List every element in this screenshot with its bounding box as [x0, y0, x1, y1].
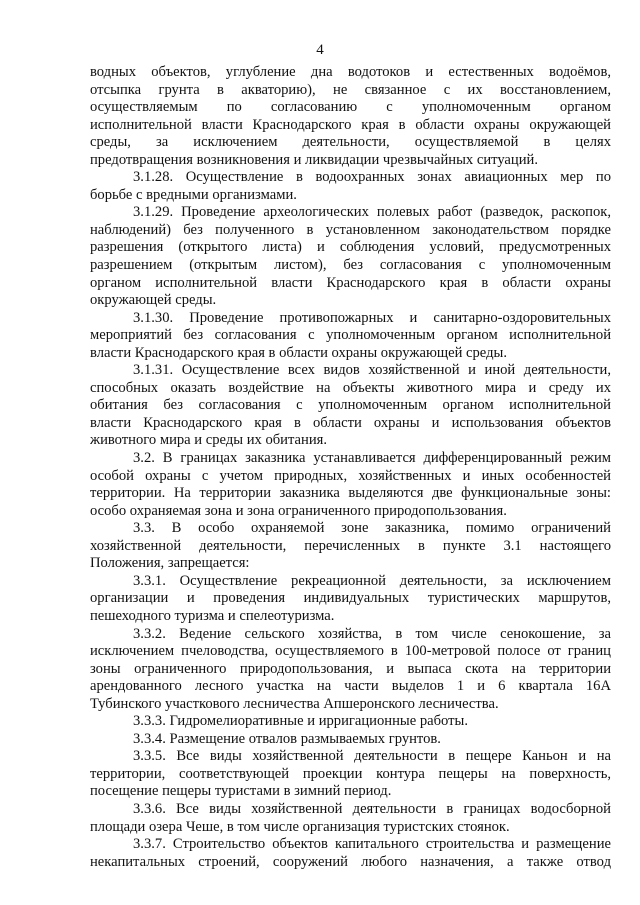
text-line: 3.3.5. Все виды хозяйственной деятельности в пещере Каньон и на — [133, 748, 611, 765]
text-line: наблюдений) без полученного в установленном законодательством порядке — [90, 221, 611, 238]
text-line: окружающей среды. — [90, 292, 217, 309]
text-line: зоны ограниченного природопользования, и выпаса скота на территории — [90, 660, 611, 677]
text-line: 3.1.28. Осуществление в водоохранных зонах авиационных мер по — [133, 169, 611, 186]
text-line: власти Краснодарского края в области охраны окружающей среды. — [90, 344, 507, 361]
page-number: 4 — [316, 42, 324, 58]
text-line: территории, соответствующей проекции контура пещеры на поверхность, — [90, 765, 611, 782]
text-line: отсыпка грунта в акваторию), не связанное с их восстановлением, — [90, 81, 611, 98]
text-line: разрешением (открытым листом), без согласования с уполномоченным — [90, 257, 611, 274]
text-line: 3.2. В границах заказника устанавливается дифференцированный режим — [133, 450, 611, 467]
text-line: исполнительной власти Краснодарского края в области охраны окружающей — [90, 116, 611, 133]
text-line: 3.3.2. Ведение сельского хозяйства, в том числе сенокошение, за — [133, 625, 611, 642]
text-line: водных объектов, углубление дна водотоков и естественных водоёмов, — [90, 64, 611, 80]
text-line: арендованного лесного участка на части выделов 1 и 6 квартала 16А — [90, 678, 611, 695]
text-line: 3.1.31. Осуществление всех видов хозяйственной и иной деятельности, — [133, 362, 611, 379]
text-line: разрешения (открытого листа) и соблюдения условий, предусмотренных — [90, 239, 611, 256]
text-line: 3.1.30. Проведение противопожарных и санитарно-оздоровительных — [133, 309, 611, 326]
text-line: пешеходного туризма и спелеотуризма. — [90, 607, 335, 624]
text-line: некапитальных строений, сооружений любого назначения, а также отвод — [90, 853, 611, 870]
text-line: Тубинского участкового лесничества Апшеронского лесничества. — [90, 695, 499, 712]
text-line: 3.3.1. Осуществление рекреационной деятельности, за исключением — [133, 572, 611, 589]
text-line: обитания без согласования с уполномоченным органом исполнительной — [90, 397, 611, 414]
text-line: 3.3.6. Все виды хозяйственной деятельности в границах водосборной — [133, 800, 611, 817]
text-line: 3.3.7. Строительство объектов капитального строительства и размещение — [133, 836, 611, 853]
text-line: 3.1.29. Проведение археологических полевых работ (разведок, раскопок, — [133, 204, 611, 221]
text-line: органом исполнительной власти Краснодарского края в области охраны — [90, 274, 611, 291]
text-line: 3.3. В особо охраняемой зоне заказника, помимо ограничений — [133, 520, 611, 537]
text-line: 3.3.4. Размещение отвалов размываемых грунтов. — [133, 730, 441, 747]
text-line: борьбе с вредными организмами. — [90, 186, 297, 203]
text-line: способных оказать воздействие на объекты животного мира и среду их — [90, 379, 611, 396]
text-line: особо охраняемая зона и зона ограниченного природопользования. — [90, 502, 507, 519]
text-line: осуществляемым по согласованию с уполномоченным органом — [90, 99, 611, 116]
text-line: Положения, запрещается: — [90, 555, 250, 572]
text-line: территории. На территории заказника выделяются две функциональные зоны: — [90, 485, 611, 502]
text-line: 3.3.3. Гидромелиоративные и ирригационные работы. — [133, 713, 468, 730]
text-line: среды, за исключением деятельности, осуществляемой в целях — [90, 134, 611, 151]
text-line: животного мира и среды их обитания. — [90, 432, 328, 449]
text-line: площади озера Чеше, в том числе организация туристских стоянок. — [90, 818, 510, 835]
text-line: посещение пещеры туристами в зимний период. — [90, 783, 392, 800]
text-line: исключением пчеловодства, осуществляемого в 100-метровой полосе от границ — [90, 643, 611, 660]
text-line: власти Краснодарского края в области охраны и использования объектов — [90, 414, 611, 431]
text-line: хозяйственной деятельности, перечисленных в пункте 3.1 настоящего — [90, 537, 611, 554]
text-line: предотвращения возникновения и ликвидации чрезвычайных ситуаций. — [90, 151, 538, 168]
text-line: организации и проведения индивидуальных туристических маршрутов, — [90, 590, 611, 607]
text-line: особой охраны с учетом природных, хозяйственных и иных особенностей — [90, 467, 611, 484]
body-text — [90, 64, 611, 871]
text-line: мероприятий без согласования с уполномоченным органом исполнительной — [90, 327, 611, 344]
